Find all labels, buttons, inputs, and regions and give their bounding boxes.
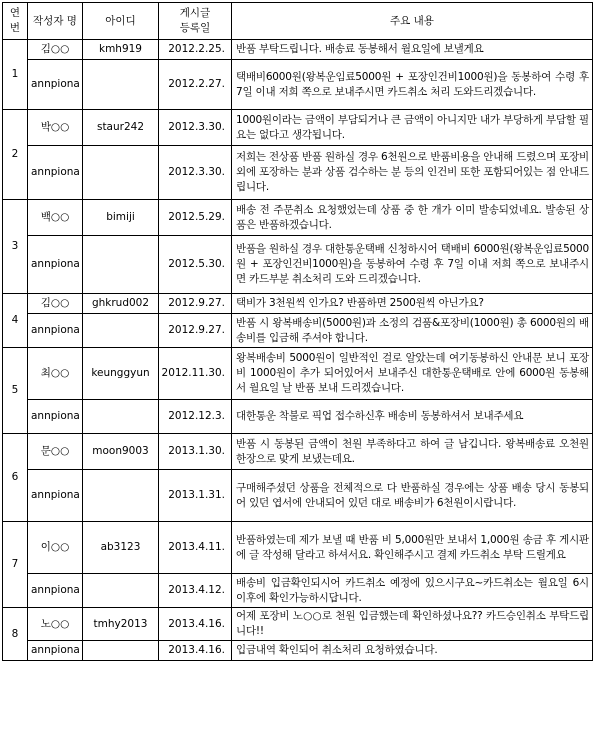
row-number: 2	[3, 110, 28, 200]
user-id-cell: tmhy2013	[83, 608, 159, 641]
author-cell: annpiona	[28, 641, 83, 661]
date-cell: 2013.4.11.	[159, 522, 232, 574]
date-cell: 2012.12.3.	[159, 400, 232, 434]
date-cell: 2012.3.30.	[159, 146, 232, 200]
date-cell: 2013.1.30.	[159, 434, 232, 470]
table-row	[3, 200, 593, 236]
user-id-cell	[83, 400, 159, 434]
content-cell: 반품 시 동봉된 금액이 천원 부족하다고 하여 글 남깁니다. 왕복배송료 오천원 한장으로 맞게 보냈는데요.	[232, 434, 593, 470]
user-id-cell: bimiji	[83, 200, 159, 236]
author-cell: 최○○	[28, 348, 83, 400]
user-id-cell	[83, 236, 159, 294]
user-id-cell: ghkrud002	[83, 294, 159, 314]
table-row	[3, 470, 593, 522]
header-row	[3, 3, 593, 40]
user-id-cell	[83, 314, 159, 348]
content-cell: 왕복배송비 5000원이 일반적인 걸로 알았는데 여기동봉하신 안내문 보니 포장비 1000원이 추가 되어있어서 보내주신 대한통운택배로 안에 6000원 동봉해서 월요일 날 반품 보내 드리겠습니다.	[232, 348, 593, 400]
date-cell: 2013.4.16.	[159, 641, 232, 661]
user-id-cell: moon9003	[83, 434, 159, 470]
table-body	[3, 40, 593, 661]
content-cell: 반품을 원하실 경우 대한통운택배 신청하시어 택배비 6000원(왕복운임료5000원 + 포장인건비1000원)을 동봉하여 수령 후 7일 이내 저희 쪽으로 보내주시면 카드부분 취소처리 도와 드리겠습니다.	[232, 236, 593, 294]
author-cell: 김○○	[28, 40, 83, 60]
row-number: 1	[3, 40, 28, 110]
row-number: 4	[3, 294, 28, 348]
row-number: 6	[3, 434, 28, 522]
author-cell: annpiona	[28, 470, 83, 522]
date-cell: 2012.9.27.	[159, 294, 232, 314]
date-cell: 2013.4.12.	[159, 574, 232, 608]
user-id-cell: keunggyun	[83, 348, 159, 400]
header-id: 아이디	[83, 3, 159, 40]
header-date: 게시글 등록일	[159, 3, 232, 40]
row-number: 3	[3, 200, 28, 294]
user-id-cell	[83, 60, 159, 110]
table-row	[3, 400, 593, 434]
table-row	[3, 608, 593, 641]
user-id-cell	[83, 470, 159, 522]
date-cell: 2012.9.27.	[159, 314, 232, 348]
user-id-cell: staur242	[83, 110, 159, 146]
date-cell: 2013.4.16.	[159, 608, 232, 641]
user-id-cell: ab3123	[83, 522, 159, 574]
author-cell: annpiona	[28, 60, 83, 110]
author-cell: 노○○	[28, 608, 83, 641]
date-cell: 2012.3.30.	[159, 110, 232, 146]
content-cell: 입금내역 확인되어 취소처리 요청하였습니다.	[232, 641, 593, 661]
row-number: 7	[3, 522, 28, 608]
author-cell: 백○○	[28, 200, 83, 236]
table-row	[3, 110, 593, 146]
author-cell: 박○○	[28, 110, 83, 146]
date-cell: 2012.5.29.	[159, 200, 232, 236]
date-cell: 2012.2.25.	[159, 40, 232, 60]
row-number: 5	[3, 348, 28, 434]
content-cell: 저희는 전상품 반품 원하실 경우 6천원으로 반품비용을 안내해 드렸으며 포장비 외에 포장하는 분과 상품 검수하는 분 등의 인건비 또한 포함되어있는 점 안내드립니다.	[232, 146, 593, 200]
date-cell: 2012.5.30.	[159, 236, 232, 294]
table-row	[3, 40, 593, 60]
table-row	[3, 146, 593, 200]
content-cell: 택비가 3천원씩 인가요? 반품하면 2500원씩 아닌가요?	[232, 294, 593, 314]
content-cell: 배송 전 주문취소 요청했었는데 상품 중 한 개가 이미 발송되었네요. 발송된 상품은 반품하겠습니다.	[232, 200, 593, 236]
table-row	[3, 641, 593, 661]
user-id-cell	[83, 574, 159, 608]
table-row	[3, 522, 593, 574]
content-cell: 택배비6000원(왕복운임료5000원 + 포장인건비1000원)을 동봉하여 수령 후 7일 이내 저희 쪽으로 보내주시면 카드취소 처리 도와드리겠습니다.	[232, 60, 593, 110]
date-cell: 2012.2.27.	[159, 60, 232, 110]
table-row	[3, 434, 593, 470]
author-cell: annpiona	[28, 146, 83, 200]
complaint-table	[2, 2, 593, 661]
table-row	[3, 60, 593, 110]
author-cell: annpiona	[28, 314, 83, 348]
author-cell: annpiona	[28, 400, 83, 434]
author-cell: 김○○	[28, 294, 83, 314]
table-row	[3, 236, 593, 294]
content-cell: 반품하였는데 제가 보낼 때 반품 비 5,000원만 보내서 1,000원 송금 후 게시판에 글 작성해 달라고 하셔서요. 확인해주시고 결제 카드취소 부탁 드릴게요	[232, 522, 593, 574]
header-author: 작성자 명	[28, 3, 83, 40]
user-id-cell	[83, 641, 159, 661]
author-cell: annpiona	[28, 236, 83, 294]
content-cell: 1000원이라는 금액이 부담되거나 큰 금액이 아니지만 내가 부당하게 부담할 필요는 없다고 생각됩니다.	[232, 110, 593, 146]
date-cell: 2013.1.31.	[159, 470, 232, 522]
table-row	[3, 294, 593, 314]
table-row	[3, 348, 593, 400]
content-cell: 반품 부탁드립니다. 배송료 동봉해서 월요일에 보낼게요	[232, 40, 593, 60]
author-cell: 문○○	[28, 434, 83, 470]
header-no: 연 번	[3, 3, 28, 40]
content-cell: 배송비 입금확인되시어 카드취소 예정에 있으시구요~카드취소는 월요일 6시 이후에 확인가능하시답니다.	[232, 574, 593, 608]
table-row	[3, 314, 593, 348]
content-cell: 반품 시 왕복배송비(5000원)과 소정의 검품&포장비(1000원) 총 6000원의 배송비를 입금해 주셔야 합니다.	[232, 314, 593, 348]
user-id-cell: kmh919	[83, 40, 159, 60]
date-cell: 2012.11.30.	[159, 348, 232, 400]
table-row	[3, 574, 593, 608]
author-cell: annpiona	[28, 574, 83, 608]
author-cell: 이○○	[28, 522, 83, 574]
content-cell: 대한통운 착불로 픽업 접수하신후 배송비 동봉하셔서 보내주세요	[232, 400, 593, 434]
user-id-cell	[83, 146, 159, 200]
row-number: 8	[3, 608, 28, 661]
content-cell: 구매해주셨던 상품을 전체적으로 다 반품하실 경우에는 상품 배송 당시 동봉되어 있던 엽서에 안내되어 있던 대로 배송비가 6천원이시랍니다.	[232, 470, 593, 522]
header-content: 주요 내용	[232, 3, 593, 40]
content-cell: 어제 포장비 노○○로 천원 입금했는데 확인하셨나요?? 카드승인취소 부탁드립니다!!	[232, 608, 593, 641]
